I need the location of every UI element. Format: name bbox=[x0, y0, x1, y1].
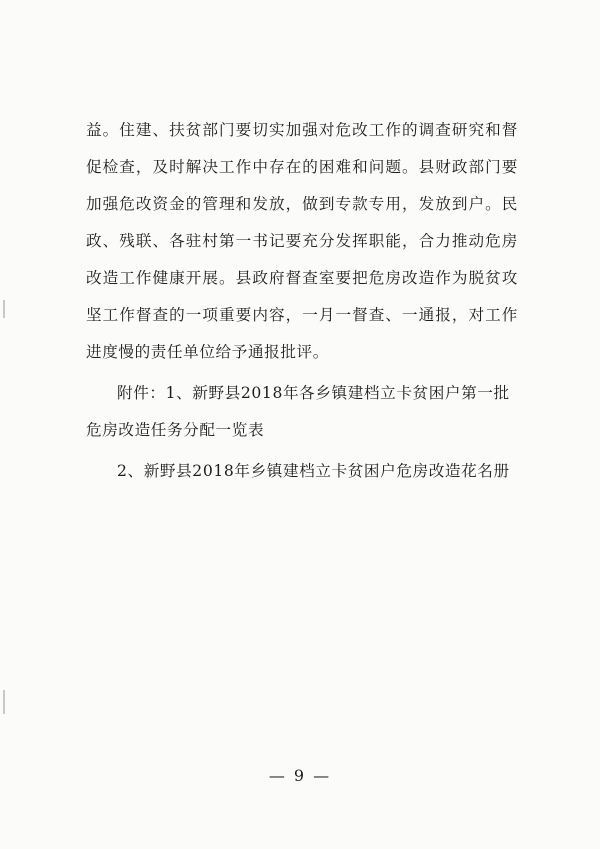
scan-edge-mark bbox=[3, 300, 5, 318]
paragraph-line: 坚工作督查的一项重要内容，一月一督查、一通报，对工作 bbox=[86, 306, 518, 324]
document-body bbox=[86, 112, 518, 490]
paragraph-line: 促检查，及时解决工作中存在的困难和问题。县财政部门要 bbox=[86, 158, 518, 176]
paragraph-line: 改造工作健康开展。县政府督查室要把危房改造作为脱贫攻 bbox=[86, 269, 518, 287]
page-number: — 9 — bbox=[268, 766, 332, 785]
scan-edge-mark bbox=[3, 690, 5, 714]
paragraph-line: 政、残联、各驻村第一书记要充分发挥职能，合力推动危房 bbox=[86, 232, 518, 250]
paragraph-line: 进度慢的责任单位给予通报批评。 bbox=[86, 343, 329, 361]
attachment-2-line: 2、新野县2018年乡镇建档立卡贫困户危房改造花名册 bbox=[117, 462, 510, 480]
paragraph-line: 加强危改资金的管理和发放，做到专款专用，发放到户。民 bbox=[86, 195, 518, 213]
paragraph-line: 益。住建、扶贫部门要切实加强对危改工作的调查研究和督 bbox=[86, 121, 518, 139]
attachment-1-line: 危房改造任务分配一览表 bbox=[86, 421, 265, 439]
attachment-1-line: 附件：1、新野县2018年各乡镇建档立卡贫困户第一批 bbox=[117, 384, 510, 402]
